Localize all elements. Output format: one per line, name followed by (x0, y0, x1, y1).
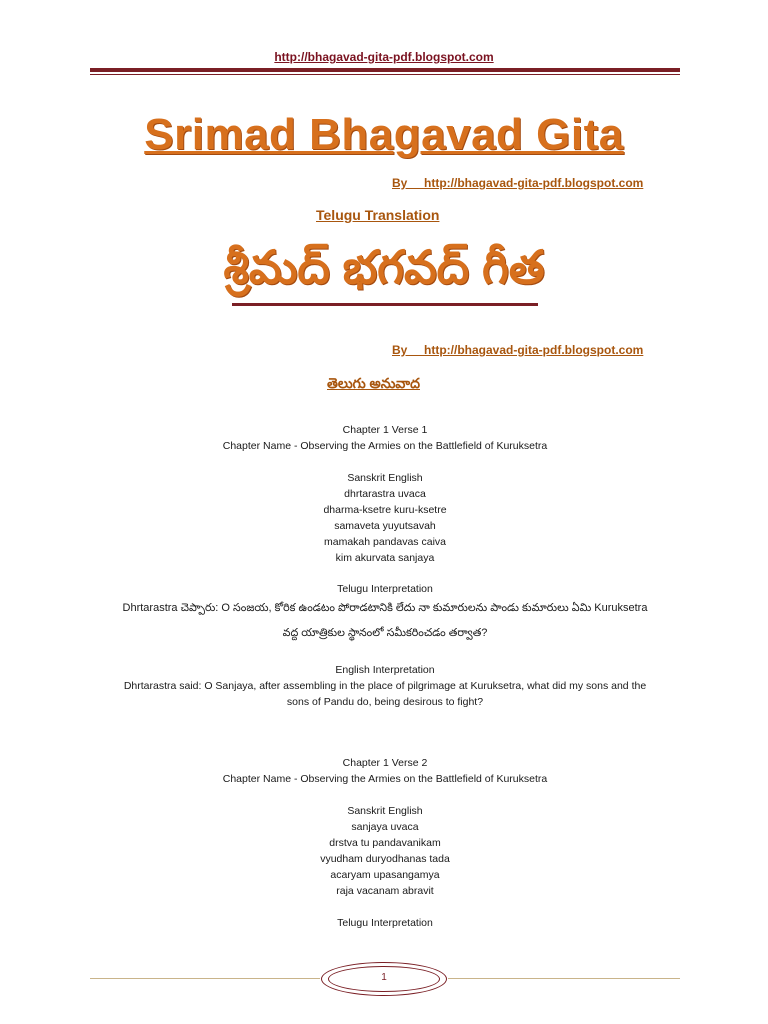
telugu-translation-heading: Telugu Translation (316, 207, 440, 223)
telugu-title-underline (232, 303, 538, 306)
page-number: 1 (381, 972, 387, 983)
verse2-sanskrit-line: acaryam upasangamya (330, 869, 440, 881)
page-title: Srimad Bhagavad Gita (144, 110, 624, 159)
verse1-telugu-line: Dhrtarastra చెప్పారు: O సంజయ, కోరిక ఉండటం పోరాడటానికి లేదు నా కుమారులను పాండు కుమారులు ఏమి Kuruksetra (122, 602, 648, 614)
verse2-sanskrit-line: drstva tu pandavanikam (329, 837, 441, 849)
header-rule-thick (90, 68, 680, 72)
verse1-sanskrit-line: dharma-ksetre kuru-ksetre (323, 504, 447, 516)
verse1-english-label: English Interpretation (335, 664, 435, 676)
by-link-1[interactable]: By http://bhagavad-gita-pdf.blogspot.com (392, 176, 644, 190)
header-rule-thin (90, 74, 680, 75)
verse1-sanskrit-line: samaveta yuyutsavah (334, 520, 436, 532)
verse2-sanskrit-line: sanjaya uvaca (351, 821, 419, 833)
verse1-english-line: sons of Pandu do, being desirous to fight? (286, 696, 484, 708)
verse1-sanskrit-line: dhrtarastra uvaca (344, 488, 426, 500)
telugu-subtitle: తెలుగు అనువాద (327, 375, 420, 391)
by-link-2[interactable]: By http://bhagavad-gita-pdf.blogspot.com (392, 343, 644, 357)
verse2-sanskrit-line: raja vacanam abravit (336, 885, 434, 897)
verse1-chapter-name: Chapter Name - Observing the Armies on the Battlefield of Kuruksetra (222, 440, 548, 452)
verse2-telugu-label: Telugu Interpretation (337, 917, 433, 929)
verse1-telugu-label: Telugu Interpretation (337, 583, 433, 595)
verse1-english-line: Dhrtarastra said: O Sanjaya, after assembling in the place of pilgrimage at Kuruksetra, what did my sons and the (123, 680, 647, 692)
verse2-sanskrit-line: vyudham duryodhanas tada (320, 853, 450, 865)
verse1-heading: Chapter 1 Verse 1 (342, 424, 428, 436)
telugu-title: శ్రీమద్ భగవద్ గీత (223, 241, 545, 293)
verse2-sanskrit-label: Sanskrit English (347, 805, 423, 817)
verse2-chapter-name: Chapter Name - Observing the Armies on the Battlefield of Kuruksetra (222, 773, 548, 785)
verse1-sanskrit-label: Sanskrit English (347, 472, 423, 484)
verse1-sanskrit-line: mamakah pandavas caiva (324, 536, 446, 548)
verse2-heading: Chapter 1 Verse 2 (342, 757, 428, 769)
verse1-telugu-line: వద్ద యాత్రికుల స్థానంలో సమీకరించడం తర్వాత? (282, 627, 488, 639)
top-link[interactable]: http://bhagavad-gita-pdf.blogspot.com (274, 50, 494, 64)
verse1-sanskrit-line: kim akurvata sanjaya (335, 552, 435, 564)
